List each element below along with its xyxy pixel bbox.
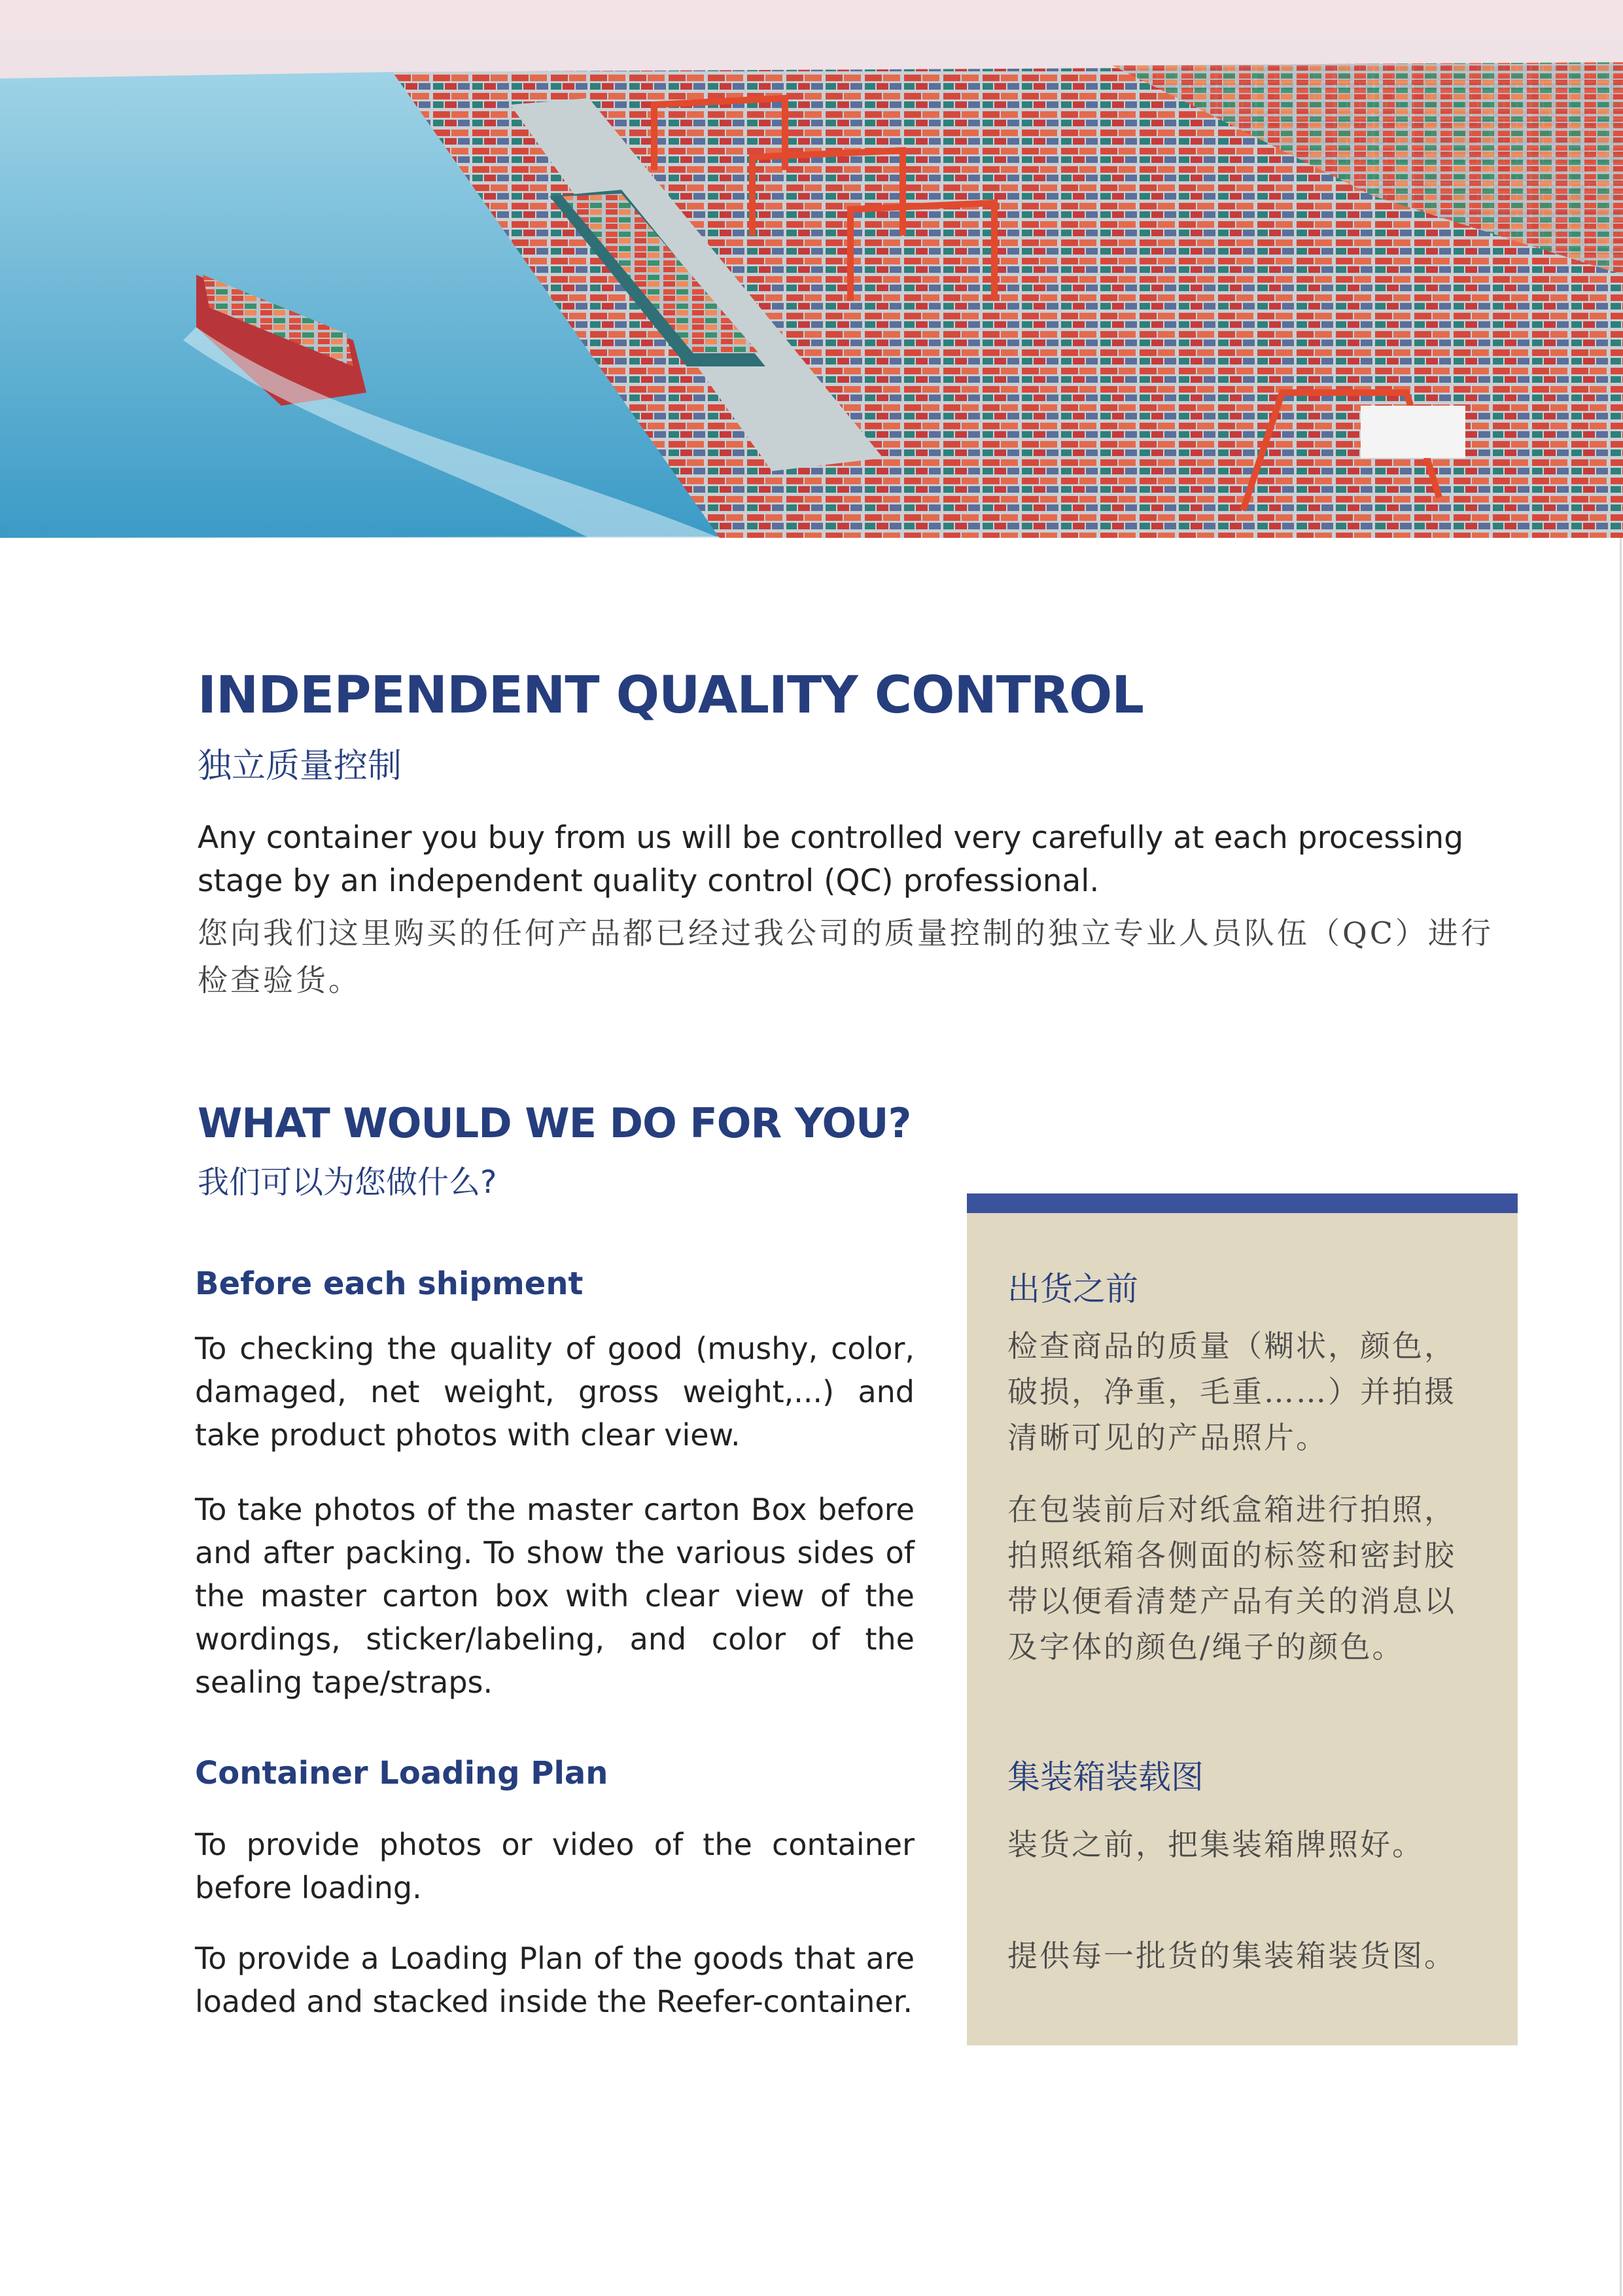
- loading-plan-heading: Container Loading Plan: [195, 1755, 608, 1792]
- page-edge-rule: [1620, 538, 1622, 2296]
- loading-plan-para-2: To provide a Loading Plan of the goods that are loaded and stacked inside the Reefer-container.: [195, 1941, 915, 2019]
- before-shipment-para-1: To checking the quality of good (mushy, color, damaged, net weight, gross weight,...) and take product photos with clear view.: [195, 1331, 915, 1453]
- chinese-summary-panel: [967, 1193, 1518, 2045]
- hero-port-photo: [0, 0, 1623, 538]
- panel-before-para-2: 在包装前后对纸盒箱进行拍照，拍照纸箱各侧面的标签和密封胶带以便看清楚产品有关的消息以及字体的颜色/绳子的颜色。: [1007, 1492, 1456, 1665]
- panel-loading-para-1: 装货之前，把集装箱牌照好。: [1007, 1827, 1424, 1862]
- panel-accent-bar: [967, 1193, 1518, 1213]
- panel-loading-para-2: 提供每一批货的集装箱装货图。: [1007, 1938, 1456, 1973]
- panel-before-para-1: 检查商品的质量（糊状，颜色，破损，净重，毛重……）并拍摄清晰可见的产品照片。: [1007, 1328, 1456, 1455]
- panel-before-heading: 出货之前: [1007, 1270, 1138, 1308]
- page-title-cn: 独立质量控制: [198, 747, 402, 786]
- loading-plan-para-1: To provide photos or video of the container before loading.: [195, 1827, 915, 1905]
- port-illustration: [0, 0, 1623, 538]
- intro-text: Any container you buy from us will be controlled very carefully at each processing stage by an independent quality control (QC) professional.: [198, 820, 1464, 899]
- page-title: INDEPENDENT QUALITY CONTROL: [198, 666, 1144, 725]
- intro-text-cn: 您向我们这里购买的任何产品都已经过我公司的质量控制的独立专业人员队伍（QC）进行检查验货。: [198, 915, 1493, 998]
- services-title: WHAT WOULD WE DO FOR YOU?: [198, 1099, 911, 1147]
- services-title-cn: 我们可以为您做什么?: [198, 1164, 497, 1201]
- panel-loading-heading: 集装箱装载图: [1007, 1758, 1204, 1796]
- before-shipment-heading: Before each shipment: [195, 1265, 584, 1302]
- before-shipment-para-2: To take photos of the master carton Box before and after packing. To show the various sides of the master carton box with clear view of the wordings, sticker/labeling, and color of the sealing tape/straps.: [195, 1492, 915, 1700]
